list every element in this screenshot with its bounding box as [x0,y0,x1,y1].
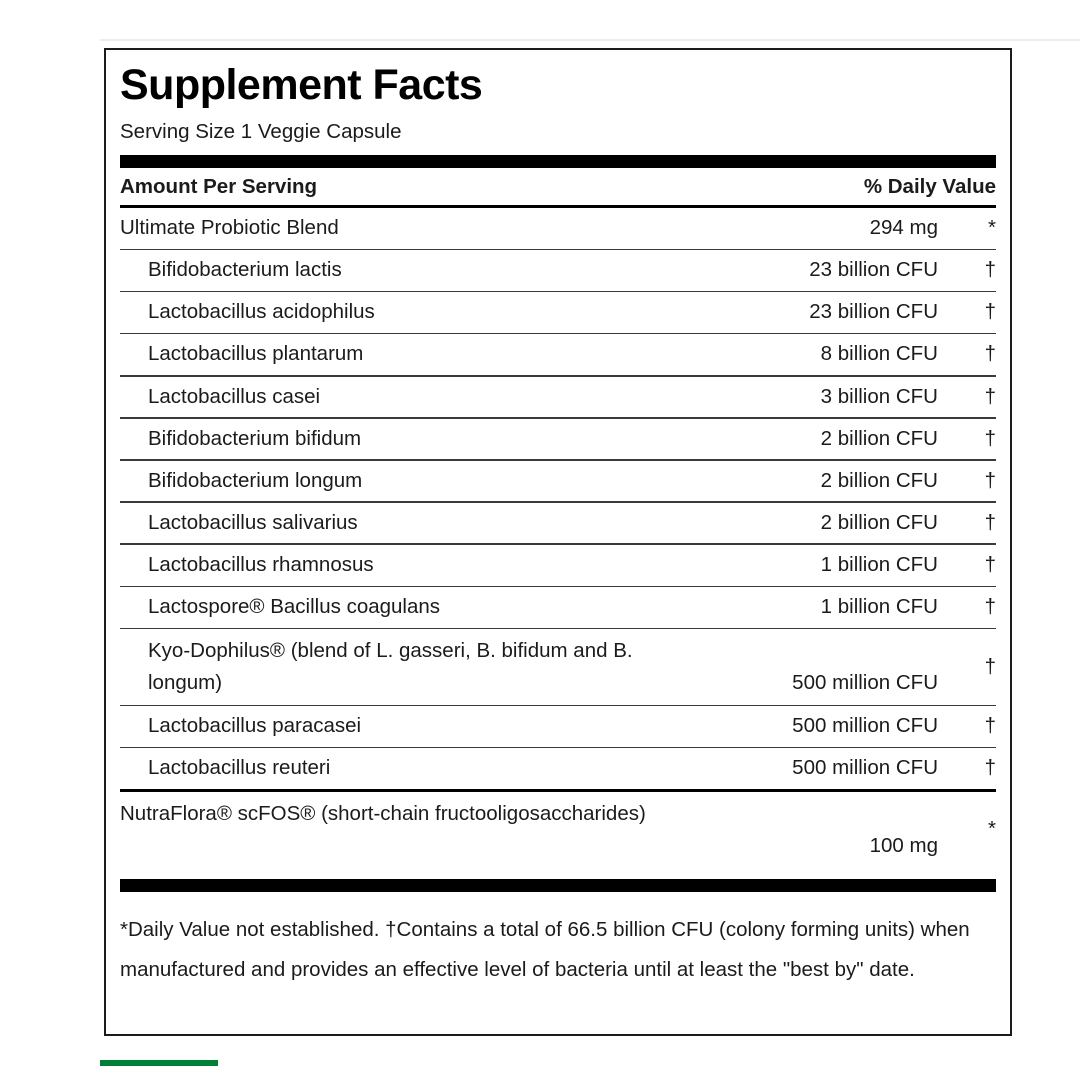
table-row [120,377,996,418]
ingredient-daily-value: † [984,384,996,408]
ingredient-name: Lactobacillus plantarum [148,342,364,366]
nutraflora-cell [120,798,938,862]
kyo-dophilus-amount: 500 million CFU [792,670,938,694]
ingredient-daily-value: † [984,426,996,450]
ingredient-amount: 8 billion CFU [820,342,938,366]
ingredient-name: Bifidobacterium bifidum [148,426,362,450]
ingredient-amount: 2 billion CFU [820,510,938,534]
table-row-nutraflora [120,792,996,870]
table-row-kyo-dophilus [120,629,996,705]
ingredient-amount: 23 billion CFU [809,258,938,282]
kyo-dophilus-name-line1: Kyo-Dophilus® (blend of L. gasseri, B. bifidum and B. [148,639,633,663]
ingredient-amount: 1 billion CFU [820,552,938,576]
table-row [120,250,996,291]
ingredient-name: Lactospore® Bacillus coagulans [148,595,441,619]
table-row [120,587,996,628]
ingredient-name: Lactobacillus reuteri [148,756,331,780]
kyo-dophilus-name-line2: longum) [148,670,223,694]
table-row [120,419,996,460]
nutraflora-amount: 100 mg [869,833,938,857]
ingredient-amount: 500 million CFU [792,756,938,780]
ingredient-daily-value: † [984,595,996,619]
table-row [120,334,996,375]
ingredient-name: Lactobacillus acidophilus [148,300,375,324]
blend-name: Ultimate Probiotic Blend [120,216,339,240]
nutraflora-name-spacer [120,830,638,862]
kyo-dophilus-cell [120,635,938,699]
ingredient-daily-value: † [984,756,996,780]
amount-per-serving-header: Amount Per Serving [120,174,318,198]
header-thick-rule [120,155,996,168]
ingredient-daily-value: † [984,300,996,324]
footer-thick-rule [120,879,996,892]
ingredient-amount: 2 billion CFU [820,468,938,492]
table-row [120,292,996,333]
kyo-dophilus-daily-value: † [984,654,996,678]
table-row [120,545,996,586]
ingredient-daily-value: † [984,552,996,576]
page-title: Supplement Facts [120,61,483,109]
top-divider [100,39,1080,41]
ingredient-daily-value: † [984,510,996,534]
ingredient-name: Lactobacillus salivarius [148,510,358,534]
ingredient-amount: 500 million CFU [792,714,938,738]
ingredient-daily-value: † [984,342,996,366]
blend-amount: 294 mg [869,216,938,240]
table-row [120,503,996,544]
blend-daily-value: * [988,216,996,240]
ingredient-daily-value: † [984,258,996,282]
column-headers-row [120,168,996,206]
ingredient-name: Lactobacillus casei [148,384,321,408]
supplement-facts-panel [104,48,1012,1036]
ingredient-daily-value: † [984,714,996,738]
ingredient-amount: 1 billion CFU [820,595,938,619]
ingredient-daily-value: † [984,468,996,492]
ingredient-amount: 2 billion CFU [820,426,938,450]
table-row [120,706,996,747]
daily-value-header: % Daily Value [863,174,996,198]
serving-size-text: Serving Size 1 Veggie Capsule [120,120,402,143]
ingredient-amount: 23 billion CFU [809,300,938,324]
nutraflora-name: NutraFlora® scFOS® (short-chain fructooligosaccharides) [120,801,646,825]
ingredient-name: Lactobacillus rhamnosus [148,552,374,576]
green-accent-bar [100,1060,218,1066]
ingredient-amount: 3 billion CFU [820,384,938,408]
table-row-blend [120,208,996,249]
ingredient-name: Bifidobacterium longum [148,468,363,492]
table-row [120,461,996,502]
ingredient-name: Bifidobacterium lactis [148,258,342,282]
footnote-text: *Daily Value not established. †Contains a total of 66.5 billion CFU (colony forming units) when manufactured and provides an effective level of bacteria until at least the "best by" date. [120,918,970,982]
ingredient-name: Lactobacillus paracasei [148,714,362,738]
table-row [120,748,996,789]
nutraflora-daily-value: * [988,817,996,841]
